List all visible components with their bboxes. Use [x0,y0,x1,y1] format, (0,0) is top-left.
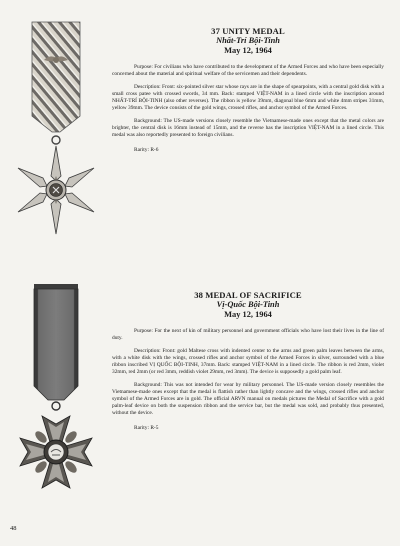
entry-unity-medal [112,26,384,160]
entry-description: Description: Front: gold Maltese cross with indented center to the arms and green palm leaves between the arms, with a white disk with the wings, crossed rifles and anchor symbol of the Armed Forces in silver, surrounded with a blue ribbon inscribed VỊ QUỐC BỘI-TINH, 37mm. Back: stamped VIỆT-NAM in a lined circle. The ribbon is red 2mm, violet 32mm, red 2mm (or red 3mm, reddish violet 29mm, red 3mm). The device is supposedly a gold palm leaf. [112,348,384,375]
entry-purpose: Purpose: For the next of kin of military personnel and government officials who have lost their lives in the line of duty. [112,328,384,341]
unity-medal-image [14,20,98,242]
sacrifice-medal-image [14,282,98,500]
entry-background: Background: The US-made versions closely resemble the Vietnamese-made ones except that the metal colors are brighter, the central disk is 16mm instead of 15mm, and the reverse has the inscription VIỆT-NAM in a lined circle. This medal was also reportedly presented to foreign civilians. [112,118,384,138]
entry-subheading: Nhất-Trí Bội-Tinh [216,36,280,45]
page-number: 48 [10,525,17,532]
entry-description: Description: Front: six-pointed silver star whose rays are in the shape of spearpoints, with a central gold disk with a small cross patee with crossed swords, 34 mm. Back: stamped VIỆT-NAM in a lined circle with the inscription around NHẤT-TRÍ BỘI-TINH (also other reverses). The ribbon is yellow 39mm, diagonal blue 6mm and white 4mm stripes 31mm, yellow 39mm. The device consists of the gold wings, crossed rifles, and anchor symbol of the Armed Forces. [112,84,384,111]
entry-subheading: Vị-Quốc Bội-Tinh [216,300,280,309]
entry-date: May 12, 1964 [224,46,272,55]
entry-purpose: Purpose: For civilians who have contributed to the development of the Armed Forces and who have been especially concerned about the material and spiritual welfare of the servicemen and their dependents. [112,64,384,77]
entry-date: May 12, 1964 [224,310,272,319]
entry-medal-of-sacrifice [112,290,384,438]
entry-heading: 38 MEDAL OF SACRIFICE [194,290,302,300]
entry-rarity: Rarity: R-5 [134,425,159,431]
entry-background: Background: This was not intended for wear by military personnel. The US-made version closely resembles the Vietnamese-made ones except that the medal is flattish rather than lightly concave and the wings, crossed rifles and anchor symbol of the Armed Forces are in gold. The official ARVN manual on medals pictures the Medal of Sacrifice with a gold palm-leaf device on both the suspension ribbon and the service bar, but the medal was sold, and probably thus presented, without the device. [112,382,384,416]
entry-rarity: Rarity: R-6 [134,147,159,153]
entry-heading: 37 UNITY MEDAL [211,26,285,36]
